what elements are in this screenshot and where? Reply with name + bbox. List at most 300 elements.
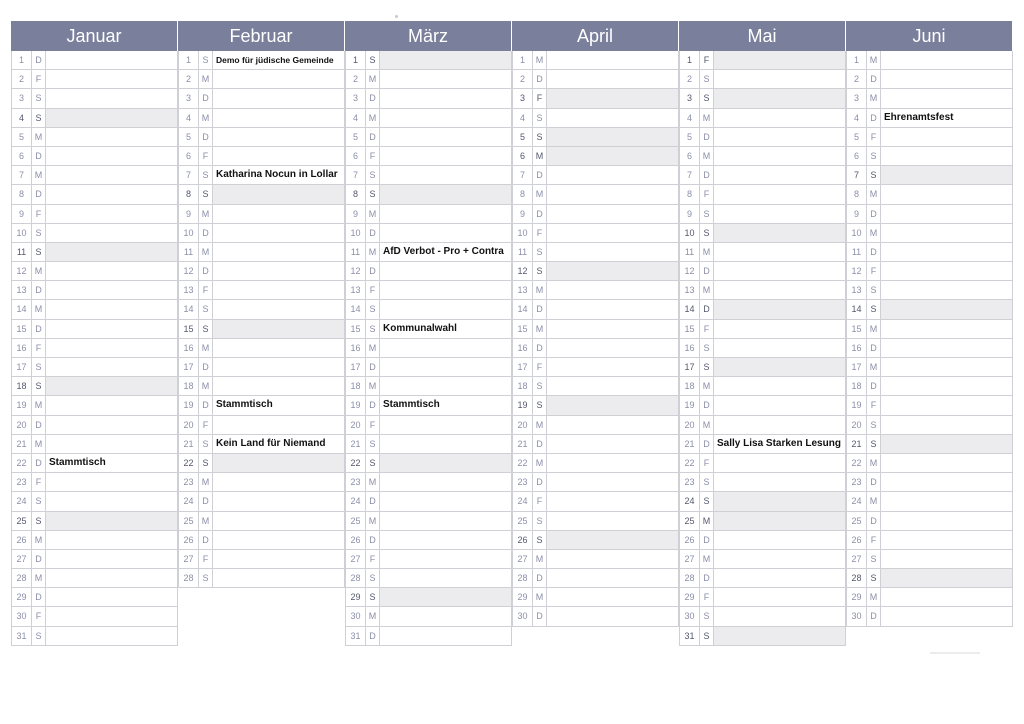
day-row[interactable] (11, 51, 178, 70)
day-number: 3 (346, 89, 366, 107)
day-number: 17 (346, 358, 366, 376)
day-number: 27 (513, 550, 533, 568)
day-row[interactable] (178, 147, 345, 166)
day-row[interactable] (512, 300, 679, 319)
weekday-letter: S (32, 377, 46, 395)
day-row[interactable] (11, 492, 178, 511)
day-number: 3 (847, 89, 867, 107)
day-number: 19 (680, 396, 700, 414)
day-row[interactable] (846, 51, 1013, 70)
event-label: Stammtisch (49, 456, 106, 468)
weekday-letter: M (366, 205, 380, 223)
weekday-letter: D (533, 300, 547, 318)
day-number: 1 (680, 51, 700, 69)
day-row[interactable] (846, 89, 1013, 108)
weekday-letter: M (366, 473, 380, 491)
day-row[interactable] (345, 473, 512, 492)
day-number: 14 (12, 300, 32, 318)
day-number: 22 (513, 454, 533, 472)
day-row[interactable] (512, 339, 679, 358)
day-row[interactable] (846, 435, 1013, 454)
day-row[interactable] (11, 416, 178, 435)
day-row[interactable] (345, 70, 512, 89)
day-row[interactable] (846, 185, 1013, 204)
day-row[interactable] (512, 243, 679, 262)
day-number: 20 (680, 416, 700, 434)
day-row[interactable] (679, 109, 846, 128)
day-row[interactable] (512, 281, 679, 300)
day-row[interactable] (178, 185, 345, 204)
day-row[interactable] (11, 128, 178, 147)
day-row[interactable] (512, 416, 679, 435)
day-row[interactable] (11, 435, 178, 454)
day-row[interactable] (512, 358, 679, 377)
day-number: 5 (847, 128, 867, 146)
day-row[interactable] (11, 588, 178, 607)
day-row[interactable] (512, 396, 679, 415)
day-row[interactable] (679, 128, 846, 147)
day-number: 9 (680, 205, 700, 223)
weekday-letter: D (32, 281, 46, 299)
day-number: 31 (680, 627, 700, 645)
weekday-letter: M (32, 531, 46, 549)
weekday-letter: M (32, 396, 46, 414)
day-row[interactable] (679, 224, 846, 243)
day-number: 1 (346, 51, 366, 69)
day-row[interactable] (178, 320, 345, 339)
weekday-letter: S (366, 569, 380, 587)
weekday-letter: M (867, 358, 881, 376)
day-row[interactable] (345, 281, 512, 300)
weekday-letter: F (32, 607, 46, 625)
day-row[interactable] (345, 416, 512, 435)
day-number: 22 (346, 454, 366, 472)
weekday-letter: D (533, 473, 547, 491)
day-row[interactable] (178, 166, 345, 185)
day-row[interactable] (846, 550, 1013, 569)
day-number: 23 (12, 473, 32, 491)
weekday-letter: M (533, 281, 547, 299)
weekday-letter: D (867, 70, 881, 88)
day-number: 31 (346, 627, 366, 645)
day-row[interactable] (11, 320, 178, 339)
day-row[interactable] (846, 166, 1013, 185)
weekday-letter: M (32, 262, 46, 280)
day-row[interactable] (679, 205, 846, 224)
day-row[interactable] (345, 89, 512, 108)
day-row[interactable] (345, 588, 512, 607)
day-row[interactable] (345, 550, 512, 569)
day-number: 7 (12, 166, 32, 184)
day-row[interactable] (846, 262, 1013, 281)
day-row[interactable] (846, 339, 1013, 358)
day-number: 13 (847, 281, 867, 299)
day-row[interactable] (679, 627, 846, 646)
day-row[interactable] (345, 300, 512, 319)
day-row[interactable] (11, 339, 178, 358)
day-row[interactable] (679, 435, 846, 454)
weekday-letter: S (32, 89, 46, 107)
day-row[interactable] (679, 588, 846, 607)
day-row[interactable] (679, 569, 846, 588)
day-number: 13 (680, 281, 700, 299)
day-row[interactable] (679, 377, 846, 396)
day-row[interactable] (178, 281, 345, 300)
day-row[interactable] (846, 396, 1013, 415)
day-row[interactable] (846, 569, 1013, 588)
day-row[interactable] (679, 51, 846, 70)
day-row[interactable] (679, 320, 846, 339)
weekday-letter: D (700, 569, 714, 587)
day-row[interactable] (679, 185, 846, 204)
weekday-letter: F (366, 281, 380, 299)
weekday-letter: M (867, 588, 881, 606)
day-row[interactable] (679, 396, 846, 415)
day-row[interactable] (345, 531, 512, 550)
day-number: 8 (847, 185, 867, 203)
day-number: 10 (847, 224, 867, 242)
day-number: 7 (680, 166, 700, 184)
day-number: 22 (179, 454, 199, 472)
day-row[interactable] (178, 128, 345, 147)
weekday-letter: M (366, 70, 380, 88)
day-row[interactable] (178, 396, 345, 415)
day-row[interactable] (178, 109, 345, 128)
day-row[interactable] (512, 166, 679, 185)
day-row[interactable] (846, 205, 1013, 224)
day-row[interactable] (345, 492, 512, 511)
day-number: 9 (12, 205, 32, 223)
day-row[interactable] (512, 89, 679, 108)
weekday-letter: F (32, 339, 46, 357)
day-row[interactable] (345, 627, 512, 646)
day-row[interactable] (846, 607, 1013, 626)
day-row[interactable] (11, 205, 178, 224)
weekday-letter: S (700, 627, 714, 645)
day-row[interactable] (679, 300, 846, 319)
day-row[interactable] (345, 435, 512, 454)
weekday-letter: S (32, 627, 46, 645)
day-row[interactable] (178, 416, 345, 435)
day-number: 7 (179, 166, 199, 184)
day-row[interactable] (11, 531, 178, 550)
day-number: 26 (346, 531, 366, 549)
day-number: 6 (847, 147, 867, 165)
day-row[interactable] (345, 512, 512, 531)
day-row[interactable] (846, 492, 1013, 511)
day-row[interactable] (679, 512, 846, 531)
day-row[interactable] (679, 416, 846, 435)
day-row[interactable] (512, 262, 679, 281)
weekday-letter: M (366, 243, 380, 261)
day-row[interactable] (178, 473, 345, 492)
day-row[interactable] (512, 147, 679, 166)
day-number: 3 (12, 89, 32, 107)
day-row[interactable] (11, 262, 178, 281)
day-row[interactable] (11, 607, 178, 626)
weekday-letter: D (700, 435, 714, 453)
day-number: 29 (346, 588, 366, 606)
day-number: 7 (346, 166, 366, 184)
day-number: 28 (680, 569, 700, 587)
event-label: Demo für jüdische Gemeinde (216, 55, 334, 65)
day-number: 25 (847, 512, 867, 530)
day-row[interactable] (679, 607, 846, 626)
day-number: 19 (346, 396, 366, 414)
day-row[interactable] (846, 70, 1013, 89)
day-row[interactable] (178, 435, 345, 454)
day-row[interactable] (11, 70, 178, 89)
weekday-letter: D (32, 550, 46, 568)
day-row[interactable] (512, 320, 679, 339)
weekday-letter: S (700, 89, 714, 107)
day-row[interactable] (846, 300, 1013, 319)
day-row[interactable] (512, 473, 679, 492)
day-number: 8 (179, 185, 199, 203)
day-row[interactable] (345, 358, 512, 377)
day-row[interactable] (11, 166, 178, 185)
day-row[interactable] (512, 588, 679, 607)
weekday-letter: F (366, 550, 380, 568)
day-row[interactable] (178, 377, 345, 396)
day-row[interactable] (679, 550, 846, 569)
weekday-letter: M (366, 512, 380, 530)
day-row[interactable] (11, 377, 178, 396)
day-row[interactable] (345, 185, 512, 204)
day-row[interactable] (345, 607, 512, 626)
day-number: 11 (179, 243, 199, 261)
day-row[interactable] (178, 51, 345, 70)
day-row[interactable] (178, 300, 345, 319)
weekday-letter: S (32, 492, 46, 510)
day-number: 30 (847, 607, 867, 625)
day-number: 26 (513, 531, 533, 549)
weekday-letter: S (32, 243, 46, 261)
day-row[interactable] (846, 320, 1013, 339)
day-number: 16 (847, 339, 867, 357)
day-number: 18 (346, 377, 366, 395)
day-row[interactable] (345, 166, 512, 185)
weekday-letter: M (867, 224, 881, 242)
weekday-letter: D (199, 262, 213, 280)
day-row[interactable] (679, 166, 846, 185)
day-number: 14 (513, 300, 533, 318)
day-row[interactable] (178, 339, 345, 358)
day-row[interactable] (11, 627, 178, 646)
day-row[interactable] (11, 396, 178, 415)
day-row[interactable] (846, 224, 1013, 243)
month-header: März (345, 21, 512, 51)
day-row[interactable] (11, 224, 178, 243)
day-row[interactable] (11, 358, 178, 377)
weekday-letter: S (533, 377, 547, 395)
day-row[interactable] (345, 205, 512, 224)
day-number: 3 (680, 89, 700, 107)
weekday-letter: S (199, 569, 213, 587)
day-row[interactable] (11, 243, 178, 262)
day-row[interactable] (679, 89, 846, 108)
day-row[interactable] (178, 569, 345, 588)
day-row[interactable] (11, 550, 178, 569)
day-row[interactable] (512, 109, 679, 128)
day-row[interactable] (512, 435, 679, 454)
weekday-letter: S (199, 185, 213, 203)
weekday-letter: F (533, 224, 547, 242)
day-row[interactable] (512, 492, 679, 511)
weekday-letter: D (533, 607, 547, 625)
day-row[interactable] (11, 300, 178, 319)
day-row[interactable] (345, 396, 512, 415)
day-number: 15 (513, 320, 533, 338)
day-row[interactable] (512, 454, 679, 473)
day-row[interactable] (512, 377, 679, 396)
day-number: 15 (346, 320, 366, 338)
weekday-letter: F (199, 416, 213, 434)
weekday-letter: F (533, 89, 547, 107)
day-row[interactable] (512, 607, 679, 626)
day-row[interactable] (345, 377, 512, 396)
day-row[interactable] (679, 454, 846, 473)
day-row[interactable] (512, 550, 679, 569)
day-row[interactable] (178, 531, 345, 550)
day-row[interactable] (178, 205, 345, 224)
day-row[interactable] (679, 358, 846, 377)
day-row[interactable] (345, 569, 512, 588)
weekday-letter: M (366, 339, 380, 357)
day-row[interactable] (11, 147, 178, 166)
day-row[interactable] (846, 512, 1013, 531)
day-row[interactable] (345, 224, 512, 243)
day-row[interactable] (679, 262, 846, 281)
day-row[interactable] (345, 454, 512, 473)
weekday-letter: S (700, 607, 714, 625)
day-row[interactable] (679, 281, 846, 300)
weekday-letter: D (700, 166, 714, 184)
day-row[interactable] (178, 70, 345, 89)
day-number: 21 (513, 435, 533, 453)
day-row[interactable] (512, 512, 679, 531)
day-row[interactable] (512, 51, 679, 70)
day-row[interactable] (345, 147, 512, 166)
day-row[interactable] (178, 262, 345, 281)
day-number: 21 (346, 435, 366, 453)
day-row[interactable] (11, 473, 178, 492)
day-number: 2 (346, 70, 366, 88)
day-row[interactable] (846, 588, 1013, 607)
day-row[interactable] (846, 416, 1013, 435)
day-number: 5 (12, 128, 32, 146)
day-row[interactable] (178, 243, 345, 262)
day-row[interactable] (679, 339, 846, 358)
weekday-letter: F (867, 396, 881, 414)
day-number: 18 (680, 377, 700, 395)
weekday-letter: M (700, 512, 714, 530)
day-row[interactable] (679, 147, 846, 166)
day-row[interactable] (512, 569, 679, 588)
day-number: 4 (179, 109, 199, 127)
day-row[interactable] (512, 224, 679, 243)
weekday-letter: F (366, 147, 380, 165)
day-row[interactable] (178, 224, 345, 243)
day-row[interactable] (178, 89, 345, 108)
day-row[interactable] (679, 492, 846, 511)
day-row[interactable] (345, 339, 512, 358)
day-row[interactable] (345, 128, 512, 147)
day-row[interactable] (11, 185, 178, 204)
day-row[interactable] (679, 473, 846, 492)
day-row[interactable] (846, 128, 1013, 147)
day-number: 28 (12, 569, 32, 587)
day-row[interactable] (846, 109, 1013, 128)
day-row[interactable] (512, 205, 679, 224)
day-row[interactable] (11, 89, 178, 108)
day-row[interactable] (11, 454, 178, 473)
day-row[interactable] (11, 109, 178, 128)
day-number: 13 (12, 281, 32, 299)
day-row[interactable] (345, 51, 512, 70)
weekday-letter: D (700, 128, 714, 146)
day-number: 29 (513, 588, 533, 606)
day-row[interactable] (178, 492, 345, 511)
day-number: 11 (513, 243, 533, 261)
weekday-letter: S (700, 224, 714, 242)
day-row[interactable] (345, 320, 512, 339)
weekday-letter: M (867, 185, 881, 203)
weekday-letter: D (366, 224, 380, 242)
day-row[interactable] (11, 569, 178, 588)
day-row[interactable] (178, 454, 345, 473)
day-row[interactable] (846, 147, 1013, 166)
day-row[interactable] (679, 70, 846, 89)
day-row[interactable] (512, 70, 679, 89)
day-row[interactable] (846, 454, 1013, 473)
day-row[interactable] (178, 358, 345, 377)
weekday-letter: M (32, 166, 46, 184)
day-row[interactable] (178, 550, 345, 569)
day-row[interactable] (846, 281, 1013, 300)
day-row[interactable] (679, 243, 846, 262)
day-number: 20 (179, 416, 199, 434)
weekday-letter: F (199, 550, 213, 568)
day-number: 12 (847, 262, 867, 280)
day-row[interactable] (178, 512, 345, 531)
day-row[interactable] (345, 109, 512, 128)
day-row[interactable] (679, 531, 846, 550)
day-number: 13 (513, 281, 533, 299)
day-row[interactable] (11, 512, 178, 531)
day-row[interactable] (846, 377, 1013, 396)
weekday-letter: M (867, 320, 881, 338)
day-row[interactable] (512, 531, 679, 550)
day-number: 12 (179, 262, 199, 280)
day-row[interactable] (846, 243, 1013, 262)
day-row[interactable] (846, 531, 1013, 550)
day-row[interactable] (11, 281, 178, 300)
weekday-letter: F (32, 70, 46, 88)
day-row[interactable] (846, 358, 1013, 377)
day-number: 21 (12, 435, 32, 453)
day-row[interactable] (512, 128, 679, 147)
weekday-letter: D (867, 109, 881, 127)
day-row[interactable] (345, 262, 512, 281)
month-header: Mai (679, 21, 846, 51)
day-row[interactable] (345, 243, 512, 262)
weekday-letter: D (533, 339, 547, 357)
day-row[interactable] (512, 185, 679, 204)
day-row[interactable] (846, 473, 1013, 492)
day-number: 5 (680, 128, 700, 146)
month-column-februar (178, 21, 345, 588)
